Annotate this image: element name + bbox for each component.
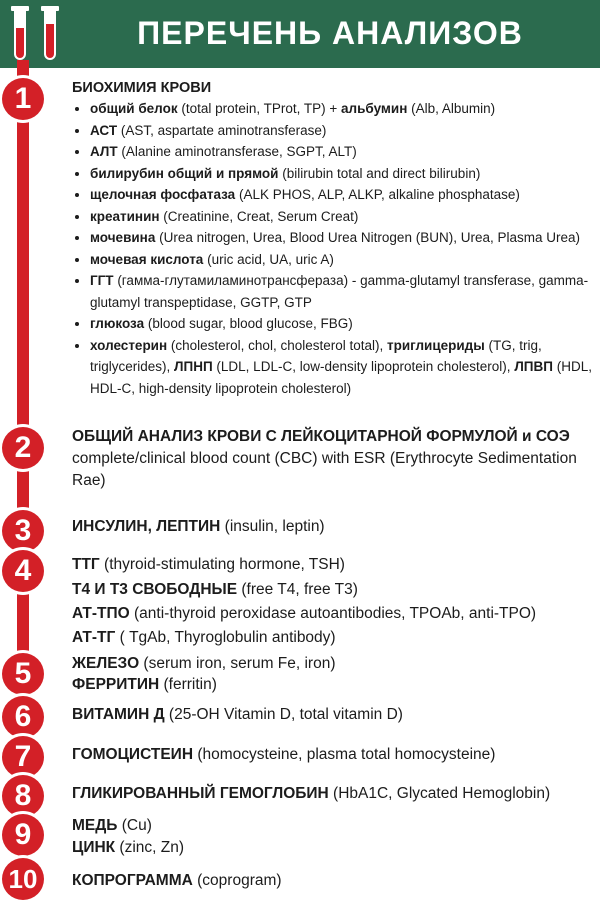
list-item bbox=[90, 227, 595, 249]
analysis-synonyms: ( TgAb, Thyroglobulin antibody) bbox=[115, 629, 336, 646]
analysis-line bbox=[72, 515, 592, 539]
section-number-badge: 1 bbox=[2, 78, 44, 120]
section-number-badge: 10 bbox=[2, 858, 44, 900]
analysis-name: АТ-ТГ bbox=[72, 629, 116, 646]
analysis-name: триглицериды bbox=[387, 337, 485, 353]
analysis-line bbox=[72, 578, 592, 602]
section-number-badge: 7 bbox=[2, 736, 44, 778]
analysis-synonyms: (bilirubin total and direct bilirubin) bbox=[278, 165, 481, 181]
analysis-name: мочевая кислота bbox=[90, 251, 204, 267]
section-title: ОБЩИЙ АНАЛИЗ КРОВИ С ЛЕЙКОЦИТАРНОЙ ФОРМУЛОЙ и СОЭ bbox=[72, 428, 570, 445]
analysis-synonyms: (Creatinine, Creat, Serum Creat) bbox=[159, 208, 359, 224]
analysis-name: глюкоза bbox=[90, 316, 145, 331]
analysis-line bbox=[72, 869, 592, 893]
list-item bbox=[90, 313, 595, 335]
test-tube-icon bbox=[8, 4, 32, 64]
list-item bbox=[90, 98, 595, 120]
analysis-name: ЖЕЛЕЗО bbox=[72, 655, 140, 672]
header-bar bbox=[0, 0, 600, 68]
analysis-synonyms: (HDL, HDL-C, high-density lipoprotein cholesterol) bbox=[90, 359, 592, 396]
analysis-name: ЛПВП bbox=[514, 359, 553, 374]
list-item bbox=[90, 184, 595, 206]
analysis-synonyms: (ALK PHOS, ALP, ALKP, alkaline phosphatase) bbox=[235, 187, 520, 202]
analysis-synonyms: (total protein, TProt, TP) + bbox=[177, 101, 342, 116]
analysis-synonyms: (25-OH Vitamin D, total vitamin D) bbox=[164, 706, 403, 723]
analysis-line bbox=[72, 602, 592, 626]
analysis-line bbox=[72, 782, 592, 806]
analysis-synonyms: (thyroid-stimulating hormone, TSH) bbox=[99, 556, 345, 573]
analysis-name: ГГТ bbox=[90, 273, 114, 288]
analysis-synonyms: (serum iron, serum Fe, iron) bbox=[139, 655, 336, 672]
analysis-synonyms: (zinc, Zn) bbox=[115, 839, 185, 856]
analysis-name: АТ-ТПО bbox=[72, 605, 130, 622]
analysis-name: ЦИНК bbox=[72, 839, 116, 856]
analysis-name: ВИТАМИН Д bbox=[72, 706, 165, 723]
list-item bbox=[90, 163, 595, 185]
page-title: ПЕРЕЧЕНЬ АНАЛИЗОВ bbox=[137, 15, 523, 51]
test-tube-icon bbox=[38, 4, 62, 64]
list-item bbox=[90, 206, 595, 228]
analysis-name: ГЛИКИРОВАННЫЙ ГЕМОГЛОБИН bbox=[72, 785, 329, 802]
analysis-synonyms: (Alb, Albumin) bbox=[407, 101, 496, 116]
section-number-badge: 5 bbox=[2, 653, 44, 695]
section-title: БИОХИМИЯ КРОВИ bbox=[72, 80, 212, 96]
analysis-line bbox=[72, 743, 592, 767]
section-number-badge: 2 bbox=[2, 427, 44, 469]
section-number-badge: 3 bbox=[2, 510, 44, 552]
analysis-synonyms: (гамма-глутамиламинотрансфераза) - gamma-glutamyl transferase, gamma-glutamyl transpeptidase, GGTP, GTP bbox=[90, 273, 589, 310]
analysis-name: холестерин bbox=[90, 337, 168, 353]
section-2-block bbox=[72, 426, 592, 492]
analysis-line bbox=[72, 836, 592, 860]
section-number-badge: 8 bbox=[2, 775, 44, 817]
analysis-name: мочевина bbox=[90, 230, 156, 245]
analysis-synonyms: (cholesterol, chol, cholesterol total), bbox=[167, 337, 387, 353]
section-number-badge: 6 bbox=[2, 696, 44, 738]
analysis-synonyms: (insulin, leptin) bbox=[220, 518, 325, 535]
analysis-synonyms: (free T4, free T3) bbox=[237, 581, 358, 598]
analysis-name: АЛТ bbox=[90, 144, 118, 159]
section-number-badge: 4 bbox=[2, 550, 44, 592]
analysis-name: билирубин общий и прямой bbox=[90, 165, 279, 181]
analysis-line bbox=[72, 673, 592, 697]
analysis-synonyms: (ferritin) bbox=[159, 676, 217, 693]
list-item bbox=[90, 249, 595, 271]
analysis-synonyms: (AST, aspartate aminotransferase) bbox=[117, 122, 327, 138]
analysis-name: ИНСУЛИН, ЛЕПТИН bbox=[72, 518, 221, 535]
analysis-synonyms: (uric acid, UA, uric A) bbox=[203, 251, 334, 267]
biochemistry-list bbox=[76, 98, 595, 399]
analysis-name: Т4 И Т3 СВОБОДНЫЕ bbox=[72, 581, 238, 598]
analysis-name: ГОМОЦИСТЕИН bbox=[72, 746, 194, 763]
analysis-name: МЕДЬ bbox=[72, 817, 118, 834]
analysis-line bbox=[72, 626, 592, 650]
analysis-synonyms: (Alanine aminotransferase, SGPT, ALT) bbox=[117, 144, 357, 159]
analysis-synonyms: (TG, trig, triglycerides), bbox=[90, 337, 542, 374]
list-item bbox=[90, 120, 595, 142]
analysis-name: альбумин bbox=[341, 101, 408, 116]
analysis-synonyms: (anti-thyroid peroxidase autoantibodies, TPOAb, anti-TPO) bbox=[129, 605, 537, 622]
analysis-line bbox=[72, 553, 592, 577]
analysis-synonyms: (homocysteine, plasma total homocysteine) bbox=[193, 746, 496, 763]
analysis-synonyms: (Cu) bbox=[117, 817, 152, 834]
analysis-name: ФЕРРИТИН bbox=[72, 676, 160, 693]
analysis-name: общий белок bbox=[90, 101, 178, 116]
list-item bbox=[90, 141, 595, 163]
list-item bbox=[90, 270, 595, 313]
section-description: complete/clinical blood count (CBC) with ESR (Erythrocyte Sedimentation Rae) bbox=[72, 450, 577, 489]
analysis-line bbox=[72, 703, 592, 727]
analysis-name: АСТ bbox=[90, 122, 118, 138]
analysis-name: креатинин bbox=[90, 208, 160, 224]
analysis-synonyms: (HbA1C, Glycated Hemoglobin) bbox=[328, 785, 551, 802]
analysis-name: КОПРОГРАММА bbox=[72, 872, 193, 889]
list-item bbox=[90, 335, 595, 400]
analysis-line bbox=[72, 814, 592, 838]
analysis-synonyms: (LDL, LDL-C, low-density lipoprotein cholesterol), bbox=[212, 359, 515, 374]
analysis-synonyms: (blood sugar, blood glucose, FBG) bbox=[144, 316, 353, 331]
analysis-name: ТТГ bbox=[72, 556, 100, 573]
analysis-name: ЛПНП bbox=[174, 359, 213, 374]
analysis-name: щелочная фосфатаза bbox=[90, 187, 236, 202]
analysis-synonyms: (Urea nitrogen, Urea, Blood Urea Nitrogen (BUN), Urea, Plasma Urea) bbox=[155, 230, 580, 245]
section-number-badge: 9 bbox=[2, 814, 44, 856]
analysis-synonyms: (coprogram) bbox=[192, 872, 282, 889]
